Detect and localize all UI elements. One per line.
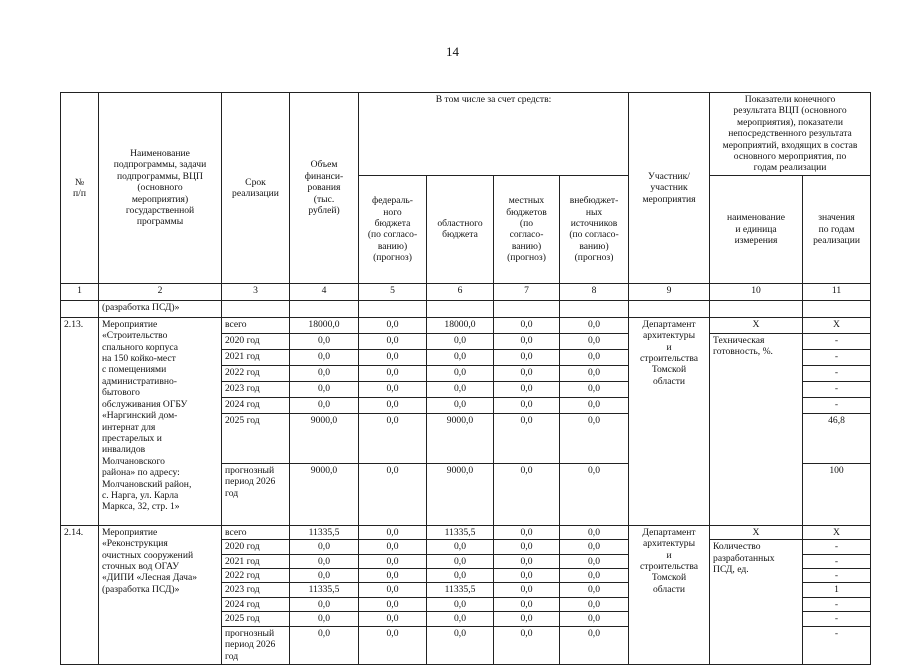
program-table <box>60 92 871 665</box>
column-number: 4 <box>290 283 359 300</box>
header-indicator-values: значения по годам реализации <box>803 175 871 283</box>
extrabudget-cell: 0,0 <box>560 333 629 349</box>
participant-cell: Департамент архитектуры и строительства Томской области <box>629 317 710 525</box>
federal-cell: 0,0 <box>359 525 427 539</box>
regional-cell: 0,0 <box>427 597 494 611</box>
regional-cell: 0,0 <box>427 554 494 568</box>
column-number: 3 <box>222 283 290 300</box>
total-cell: 0,0 <box>290 612 359 626</box>
column-number: 2 <box>99 283 222 300</box>
total-cell: 18000,0 <box>290 317 359 333</box>
extrabudget-cell: 0,0 <box>560 525 629 539</box>
indicator-value-cell: - <box>803 381 871 397</box>
total-cell: 0,0 <box>290 333 359 349</box>
header-participant: Участник/ участник мероприятия <box>629 93 710 284</box>
header-sources-group: В том числе за счет средств: <box>359 93 629 176</box>
local-cell: 0,0 <box>494 525 560 539</box>
period-cell: 2023 год <box>222 583 290 597</box>
federal-cell: 0,0 <box>359 413 427 463</box>
regional-cell: 0,0 <box>427 540 494 554</box>
header-extrabudget: внебюджет- ных источников (по согласо- ванию) (прогноз) <box>560 175 629 283</box>
federal-cell: 0,0 <box>359 597 427 611</box>
extrabudget-cell: 0,0 <box>560 317 629 333</box>
period-cell: 2023 год <box>222 381 290 397</box>
federal-cell: 0,0 <box>359 349 427 365</box>
extrabudget-cell: 0,0 <box>560 349 629 365</box>
period-cell: 2021 год <box>222 554 290 568</box>
total-cell: 9000,0 <box>290 463 359 525</box>
extrabudget-cell: 0,0 <box>560 569 629 583</box>
local-cell: 0,0 <box>494 540 560 554</box>
extrabudget-cell: 0,0 <box>560 583 629 597</box>
column-number: 1 <box>61 283 99 300</box>
indicator-value-cell: Х <box>803 317 871 333</box>
federal-cell: 0,0 <box>359 540 427 554</box>
header-indicators-group: Показатели конечного результата ВЦП (основного мероприятия), показатели непосредственного результата мероприятий, входящих в состав основного мероприятия, по годам реализации <box>710 93 871 176</box>
continuation-name: (разработка ПСД)» <box>99 300 222 317</box>
indicator-value-cell: - <box>803 612 871 626</box>
period-cell: прогнозный период 2026 год <box>222 626 290 664</box>
local-cell: 0,0 <box>494 333 560 349</box>
local-cell: 0,0 <box>494 612 560 626</box>
period-cell: прогнозный период 2026 год <box>222 463 290 525</box>
header-total: Объем финанси- рования (тыс. рублей) <box>290 93 359 284</box>
table-header <box>61 93 871 301</box>
item-number: 2.14. <box>61 525 99 664</box>
column-number: 10 <box>710 283 803 300</box>
table-row <box>61 317 871 333</box>
period-cell: 2025 год <box>222 612 290 626</box>
header-federal: федераль- ного бюджета (по согласо- ванию) (прогноз) <box>359 175 427 283</box>
column-numbers-row <box>61 283 871 300</box>
indicator-value-cell: - <box>803 626 871 664</box>
regional-cell: 0,0 <box>427 626 494 664</box>
regional-cell: 0,0 <box>427 569 494 583</box>
indicator-value-cell: - <box>803 569 871 583</box>
table-body <box>61 300 871 664</box>
total-cell: 0,0 <box>290 381 359 397</box>
extrabudget-cell: 0,0 <box>560 554 629 568</box>
total-cell: 0,0 <box>290 540 359 554</box>
indicator-value-cell: - <box>803 597 871 611</box>
column-number: 9 <box>629 283 710 300</box>
table-row <box>61 525 871 539</box>
period-cell: всего <box>222 525 290 539</box>
regional-cell: 0,0 <box>427 397 494 413</box>
indicator-name-cell: Техническая готовность, %. <box>710 333 803 525</box>
indicator-value-cell: Х <box>803 525 871 539</box>
regional-cell: 11335,5 <box>427 583 494 597</box>
column-number: 8 <box>560 283 629 300</box>
period-cell: 2021 год <box>222 349 290 365</box>
period-cell: 2020 год <box>222 333 290 349</box>
extrabudget-cell: 0,0 <box>560 597 629 611</box>
period-cell: 2024 год <box>222 597 290 611</box>
indicator-value-cell: - <box>803 540 871 554</box>
regional-cell: 9000,0 <box>427 413 494 463</box>
regional-cell: 9000,0 <box>427 463 494 525</box>
page-number: 14 <box>446 44 459 59</box>
federal-cell: 0,0 <box>359 583 427 597</box>
header-num: № п/п <box>61 93 99 284</box>
indicator-name-cell: Количество разработанных ПСД, ед. <box>710 540 803 664</box>
item-name: Мероприятие «Реконструкция очистных сооружений сточных вод ОГАУ «ДИПИ «Лесная Дача» (разработка ПСД)» <box>99 525 222 664</box>
column-number: 5 <box>359 283 427 300</box>
local-cell: 0,0 <box>494 349 560 365</box>
federal-cell: 0,0 <box>359 365 427 381</box>
period-cell: всего <box>222 317 290 333</box>
local-cell: 0,0 <box>494 381 560 397</box>
period-cell: 2024 год <box>222 397 290 413</box>
column-number: 7 <box>494 283 560 300</box>
header-local: местных бюджетов (по согласо- ванию) (прогноз) <box>494 175 560 283</box>
indicator-value-cell: - <box>803 333 871 349</box>
indicator-name-cell: Х <box>710 317 803 333</box>
total-cell: 0,0 <box>290 569 359 583</box>
federal-cell: 0,0 <box>359 554 427 568</box>
local-cell: 0,0 <box>494 583 560 597</box>
local-cell: 0,0 <box>494 365 560 381</box>
participant-cell: Департамент архитектуры и строительства Томской области <box>629 525 710 664</box>
local-cell: 0,0 <box>494 317 560 333</box>
indicator-name-cell: Х <box>710 525 803 539</box>
local-cell: 0,0 <box>494 569 560 583</box>
indicator-value-cell: 46,8 <box>803 413 871 463</box>
indicator-value-cell: - <box>803 397 871 413</box>
extrabudget-cell: 0,0 <box>560 365 629 381</box>
period-cell: 2022 год <box>222 569 290 583</box>
total-cell: 0,0 <box>290 626 359 664</box>
item-name: Мероприятие «Строительство спального корпуса на 150 койко-мест с помещениями административно- бытового обслуживания ОГБУ «Наргинский дом- интернат для престарелых и инвалидов Молчановского района» по адресу: Молчановский район, с. Нарга, ул. Карла Маркса, 32, стр. 1» <box>99 317 222 525</box>
local-cell: 0,0 <box>494 463 560 525</box>
total-cell: 9000,0 <box>290 413 359 463</box>
federal-cell: 0,0 <box>359 463 427 525</box>
regional-cell: 0,0 <box>427 365 494 381</box>
extrabudget-cell: 0,0 <box>560 626 629 664</box>
extrabudget-cell: 0,0 <box>560 381 629 397</box>
extrabudget-cell: 0,0 <box>560 612 629 626</box>
regional-cell: 11335,5 <box>427 525 494 539</box>
column-number: 11 <box>803 283 871 300</box>
indicator-value-cell: - <box>803 554 871 568</box>
extrabudget-cell: 0,0 <box>560 397 629 413</box>
indicator-value-cell: 1 <box>803 583 871 597</box>
total-cell: 11335,5 <box>290 583 359 597</box>
regional-cell: 0,0 <box>427 349 494 365</box>
continuation-row <box>61 300 871 317</box>
federal-cell: 0,0 <box>359 381 427 397</box>
federal-cell: 0,0 <box>359 317 427 333</box>
regional-cell: 0,0 <box>427 612 494 626</box>
period-cell: 2025 год <box>222 413 290 463</box>
period-cell: 2022 год <box>222 365 290 381</box>
federal-cell: 0,0 <box>359 569 427 583</box>
total-cell: 0,0 <box>290 554 359 568</box>
federal-cell: 0,0 <box>359 612 427 626</box>
federal-cell: 0,0 <box>359 626 427 664</box>
local-cell: 0,0 <box>494 554 560 568</box>
local-cell: 0,0 <box>494 626 560 664</box>
federal-cell: 0,0 <box>359 333 427 349</box>
header-regional: областного бюджета <box>427 175 494 283</box>
indicator-value-cell: 100 <box>803 463 871 525</box>
header-indicator-name: наименование и единица измерения <box>710 175 803 283</box>
extrabudget-cell: 0,0 <box>560 413 629 463</box>
total-cell: 0,0 <box>290 349 359 365</box>
extrabudget-cell: 0,0 <box>560 463 629 525</box>
total-cell: 0,0 <box>290 365 359 381</box>
indicator-value-cell: - <box>803 365 871 381</box>
item-number: 2.13. <box>61 317 99 525</box>
header-name: Наименование подпрограммы, задачи подпрограммы, ВЦП (основного мероприятия) государственной программы <box>99 93 222 284</box>
local-cell: 0,0 <box>494 597 560 611</box>
regional-cell: 18000,0 <box>427 317 494 333</box>
extrabudget-cell: 0,0 <box>560 540 629 554</box>
period-cell: 2020 год <box>222 540 290 554</box>
total-cell: 0,0 <box>290 397 359 413</box>
local-cell: 0,0 <box>494 413 560 463</box>
federal-cell: 0,0 <box>359 397 427 413</box>
local-cell: 0,0 <box>494 397 560 413</box>
indicator-value-cell: - <box>803 349 871 365</box>
header-period: Срок реализации <box>222 93 290 284</box>
regional-cell: 0,0 <box>427 333 494 349</box>
column-number: 6 <box>427 283 494 300</box>
total-cell: 11335,5 <box>290 525 359 539</box>
total-cell: 0,0 <box>290 597 359 611</box>
regional-cell: 0,0 <box>427 381 494 397</box>
